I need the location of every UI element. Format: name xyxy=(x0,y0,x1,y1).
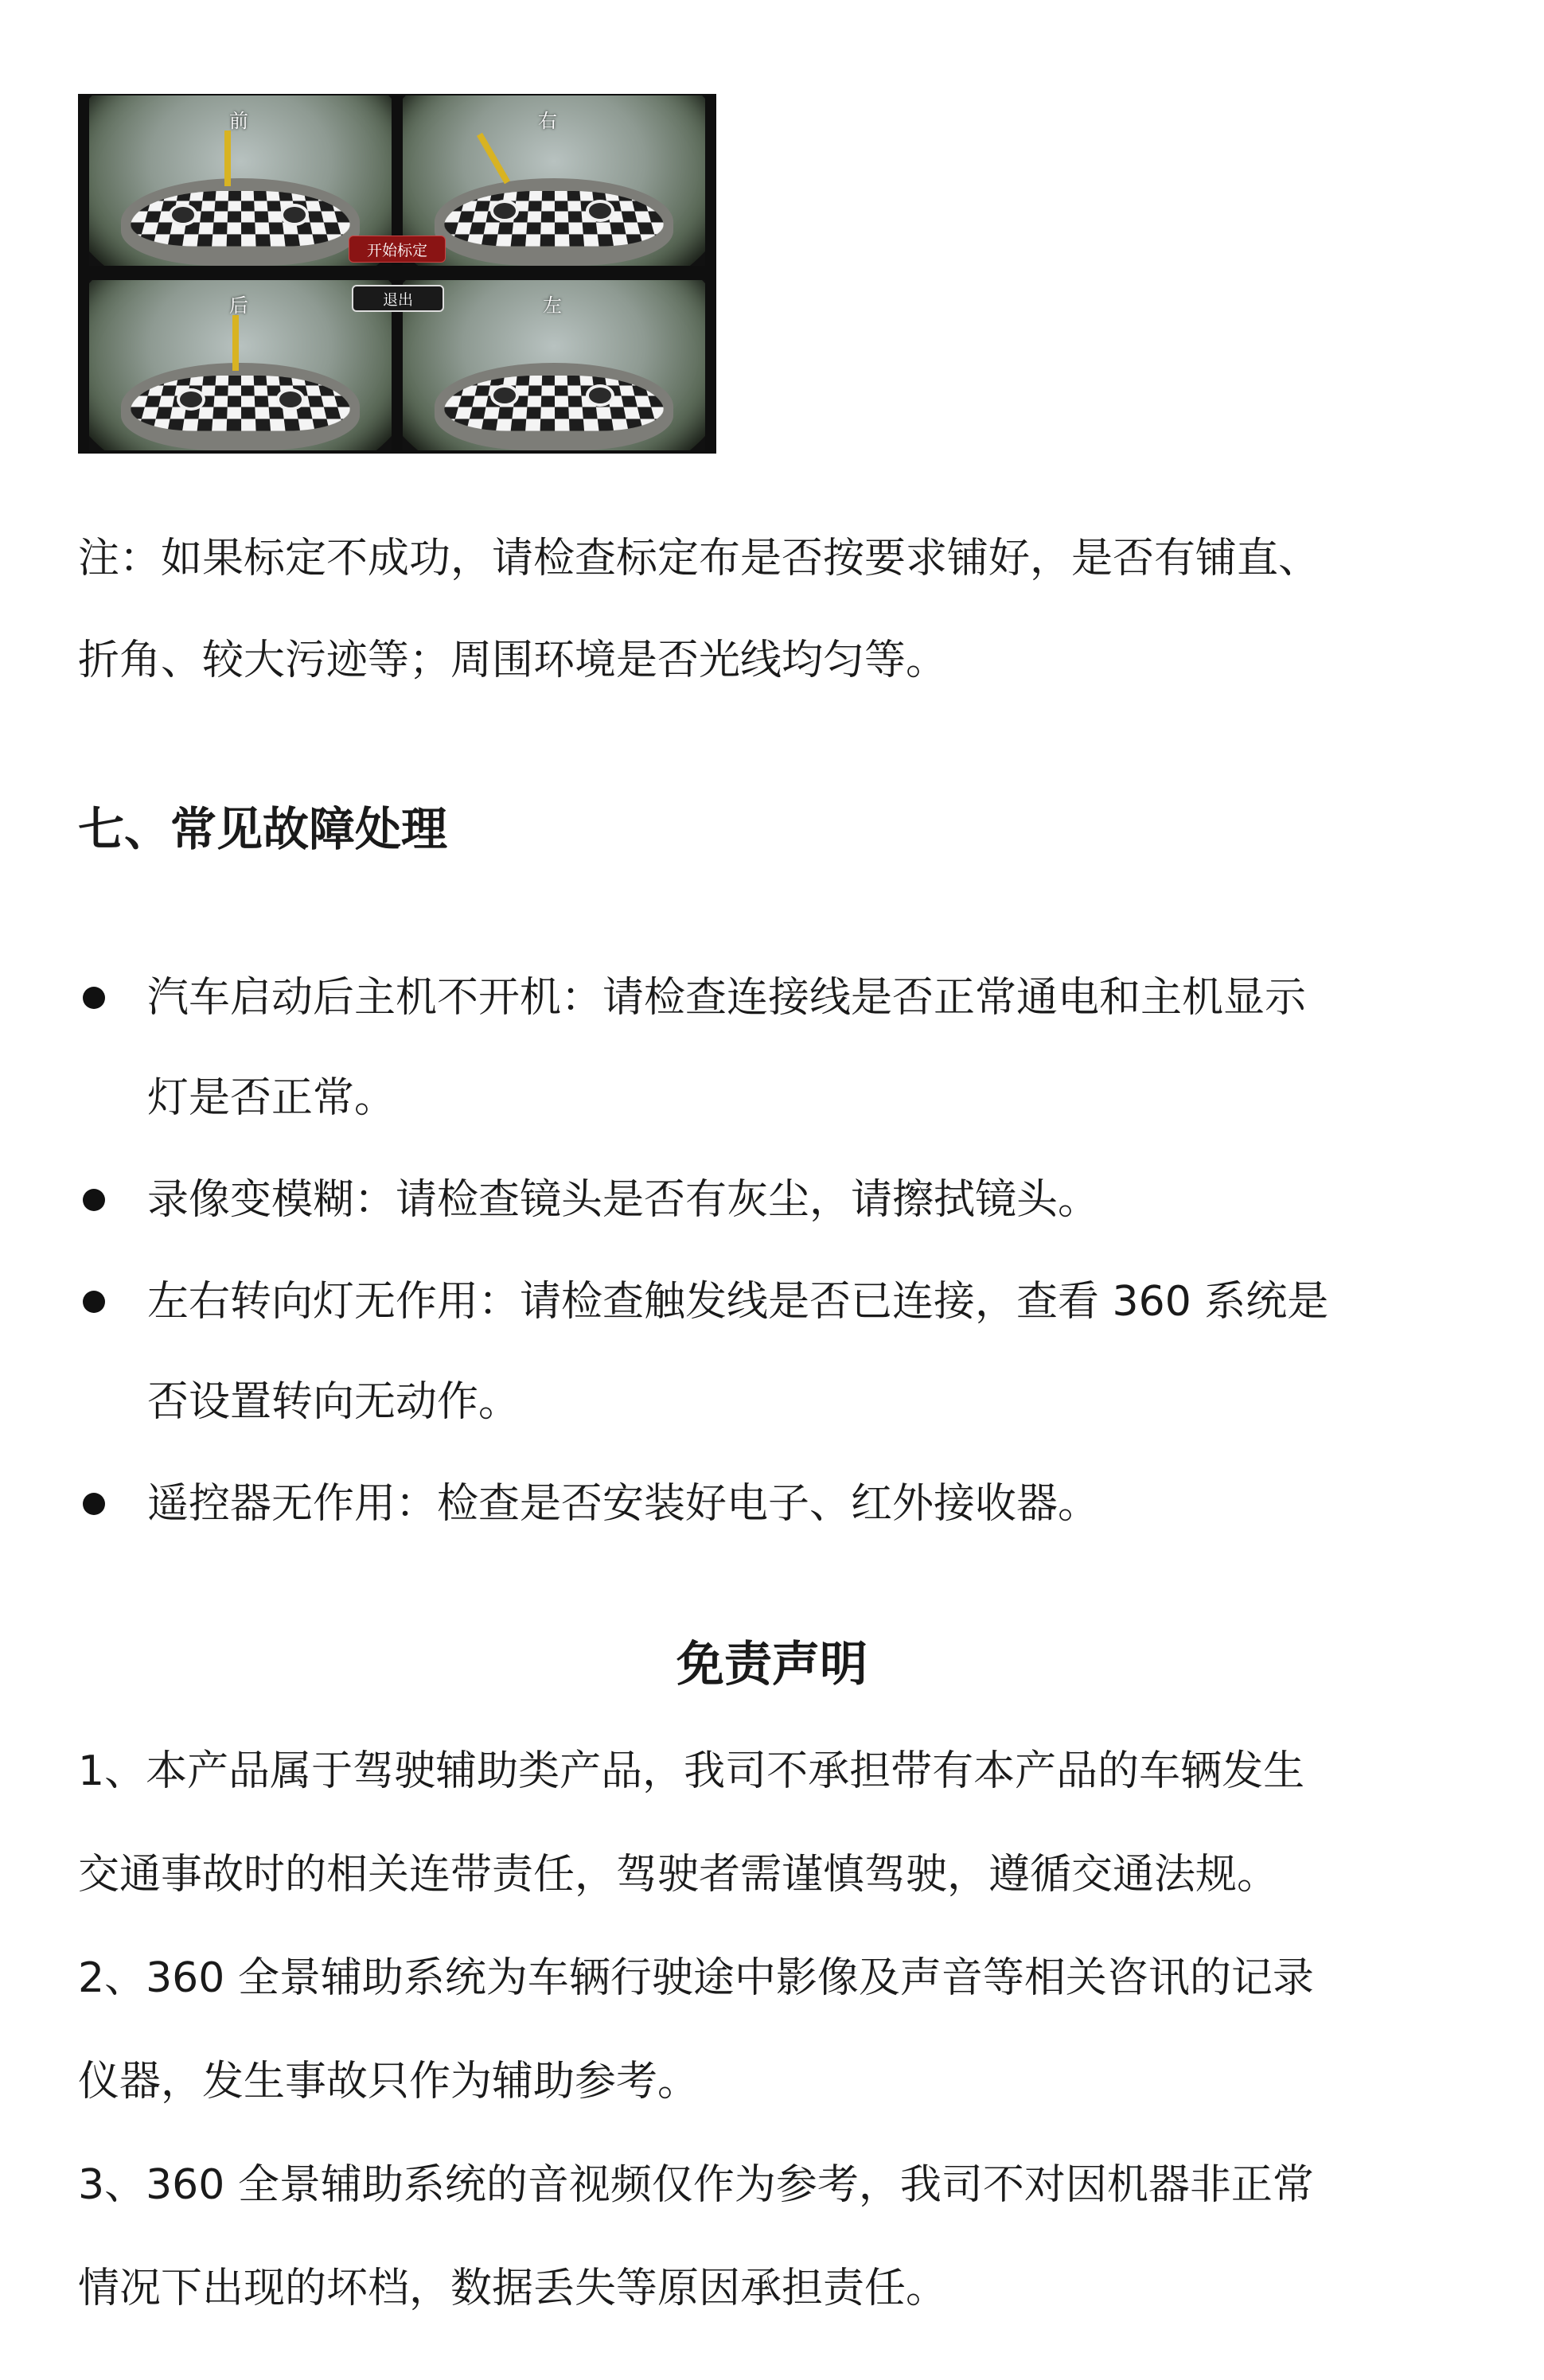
right-camera-view xyxy=(403,95,705,266)
disclaimer-1-line-1: 1、本产品属于驾驶辅助类产品，我司不承担带有本产品的车辆发生 xyxy=(78,1747,1305,1795)
fault-1-line-2: 灯是否正常。 xyxy=(147,1074,396,1122)
rear-camera-view xyxy=(89,280,392,450)
disclaimer-2-line-2: 仪器，发生事故只作为辅助参考。 xyxy=(78,2058,700,2105)
start-calibration-button[interactable]: 开始标定 xyxy=(349,236,446,263)
fault-1-line-1: 汽车启动后主机不开机：请检查连接线是否正常通电和主机显示 xyxy=(147,974,1307,1022)
calibration-dot xyxy=(177,388,205,411)
right-label: 右 xyxy=(538,110,557,132)
rear-label: 后 xyxy=(229,294,248,317)
left-camera-view xyxy=(403,280,705,450)
fault-2-line-1: 录像变模糊：请检查镜头是否有灰尘，请擦拭镜头。 xyxy=(147,1176,1100,1224)
note-line-1: 注：如果标定不成功，请检查标定布是否按要求铺好，是否有铺直、 xyxy=(78,535,1320,582)
fault-4-line-1: 遥控器无作用：检查是否安装好电子、红外接收器。 xyxy=(147,1480,1100,1528)
front-camera-view xyxy=(89,95,392,266)
disclaimer-2-line-1: 2、360 全景辅助系统为车辆行驶途中影像及声音等相关咨讯的记录 xyxy=(78,1954,1314,2002)
calibration-dot xyxy=(276,388,305,411)
front-label: 前 xyxy=(229,110,248,132)
bullet-icon xyxy=(83,1291,105,1313)
disclaimer-1-line-2: 交通事故时的相关连带责任，驾驶者需谨慎驾驶，遵循交通法规。 xyxy=(78,1851,1279,1899)
calibration-screenshot xyxy=(78,94,716,454)
calibration-dot xyxy=(490,200,519,222)
calibration-dot xyxy=(586,200,614,222)
disclaimer-3-line-2: 情况下出现的坏档，数据丢失等原因承担责任。 xyxy=(78,2265,948,2312)
note-line-2: 折角、较大污迹等；周围环境是否光线均匀等。 xyxy=(78,637,948,684)
lane-marking xyxy=(224,130,231,186)
exit-button[interactable]: 退出 xyxy=(352,285,444,312)
bullet-icon xyxy=(83,987,105,1009)
calibration-dot xyxy=(169,204,197,226)
calibration-dot xyxy=(280,204,309,226)
left-label: 左 xyxy=(543,294,562,317)
section-heading: 七、常见故障处理 xyxy=(78,802,448,856)
calibration-dot xyxy=(586,384,614,407)
fault-3-line-2: 否设置转向无动作。 xyxy=(147,1378,521,1426)
bullet-icon xyxy=(83,1189,105,1211)
bullet-icon xyxy=(83,1493,105,1515)
calibration-dot xyxy=(490,384,519,407)
fault-3-line-1: 左右转向灯无作用：请检查触发线是否已连接，查看 360 系统是 xyxy=(147,1278,1329,1326)
lane-marking xyxy=(232,315,239,371)
disclaimer-3-line-1: 3、360 全景辅助系统的音视频仅作为参考，我司不对因机器非正常 xyxy=(78,2161,1314,2209)
disclaimer-title: 免责声明 xyxy=(676,1637,868,1692)
